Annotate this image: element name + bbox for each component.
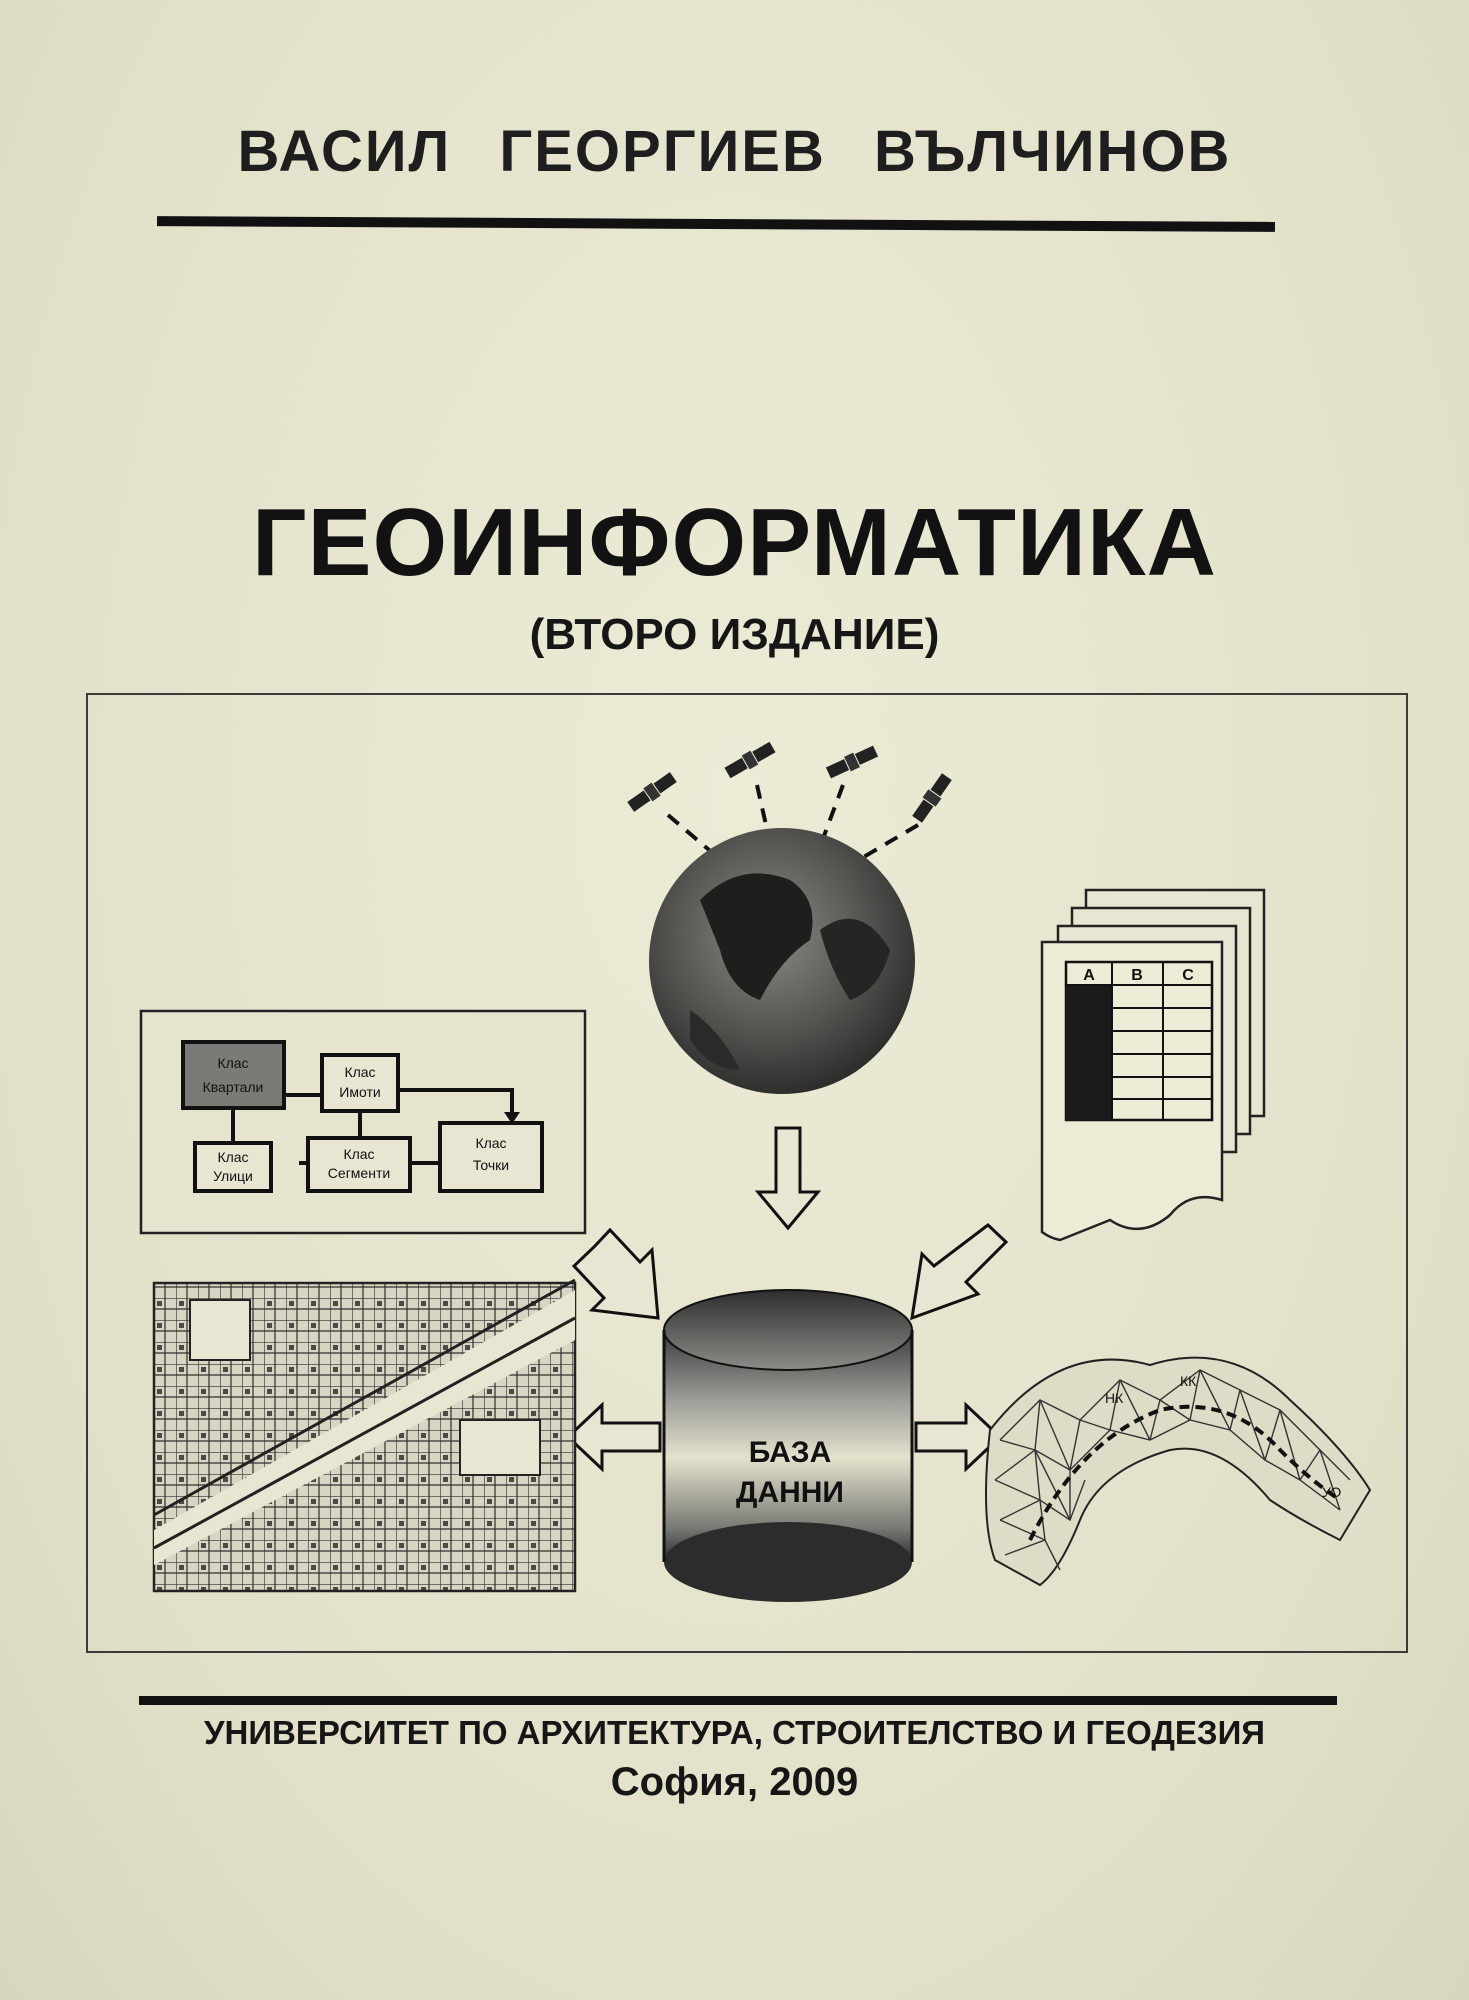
satellite-icon xyxy=(825,744,879,780)
class-box-label: Клас xyxy=(343,1146,375,1162)
tin-label: НК xyxy=(1105,1390,1124,1406)
database-cylinder xyxy=(664,1290,912,1602)
globe-icon xyxy=(649,828,915,1094)
class-box-label: Улици xyxy=(213,1168,253,1184)
class-box-label: Клас xyxy=(475,1135,507,1151)
class-box-label: Сегменти xyxy=(327,1165,391,1181)
arrow-left-icon xyxy=(568,1405,660,1469)
book-title: ГЕОИНФОРМАТИКА xyxy=(252,489,1217,596)
tin-label: УО xyxy=(1322,1484,1342,1500)
satellite-icons xyxy=(626,740,953,824)
satellite-icon xyxy=(911,772,954,824)
column-header-c: C xyxy=(1182,967,1194,984)
author-name: ВАСИЛ ГЕОРГИЕВ ВЪЛЧИНОВ xyxy=(237,119,1232,184)
satellite-icon xyxy=(723,740,776,780)
city-year: София, 2009 xyxy=(610,1760,859,1804)
class-box-label: Квартали xyxy=(202,1079,264,1095)
class-diagram xyxy=(141,1011,585,1233)
bottom-rule xyxy=(139,1696,1337,1705)
cadastral-map xyxy=(154,1280,575,1591)
database-label: БАЗА xyxy=(748,1436,832,1469)
tin-label: КК xyxy=(1180,1373,1197,1389)
database-label: ДАННИ xyxy=(736,1476,844,1509)
class-box-label: Точки xyxy=(472,1157,510,1173)
arrow-down-icon xyxy=(758,1128,818,1228)
tin-terrain-model xyxy=(986,1358,1370,1585)
arrow-diagonal-icon xyxy=(574,1230,658,1318)
column-header-b: B xyxy=(1131,967,1143,984)
class-box-label: Клас xyxy=(344,1064,376,1080)
spreadsheet-document-icon xyxy=(1042,890,1264,1240)
class-box-label: Клас xyxy=(217,1149,249,1165)
publisher-name: УНИВЕРСИТЕТ ПО АРХИТЕКТУРА, СТРОИТЕЛСТВО И ГЕОДЕЗИЯ xyxy=(203,1714,1266,1751)
satellite-icon xyxy=(626,771,678,814)
class-box-label: Клас xyxy=(217,1055,249,1071)
arrow-diagonal-icon xyxy=(912,1225,1006,1318)
column-header-a: A xyxy=(1083,967,1095,984)
edition-label: (ВТОРО ИЗДАНИЕ) xyxy=(529,610,940,659)
class-box-label: Имоти xyxy=(339,1084,381,1100)
